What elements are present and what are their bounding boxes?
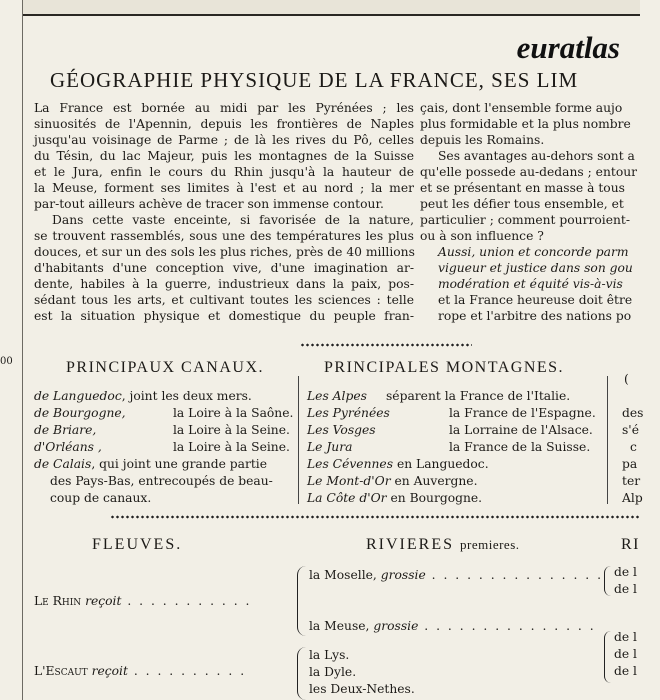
euratlas-logo: euratlas [516,30,620,65]
top-band [22,0,640,14]
intro-line: Ses avantages au-dehors sont a [438,149,635,163]
edge-fragment: Alp [622,491,643,505]
river-note: grossie [373,619,419,633]
intro-left-column [34,100,414,324]
leader-dots: . . . . . . . . . . . . . . . [425,568,603,582]
mountain-desc: en Languedoc. [396,457,489,471]
intro-line: Dans cette vaste enceinte, si favorisée de la nature, [52,213,414,227]
top-rule [22,14,640,16]
intro-line: particulier ; comment pourroient- [420,213,630,227]
intro-line: douces, et sur un des sols les plus riches, près de 40 millions [34,245,415,259]
mountain-desc: séparent la France de l'Italie. [386,389,571,403]
edge-fragment: ter [622,474,641,488]
intro-line: la Meuse, forment ses limites à l'est et au nord ; la mer [34,181,414,195]
ornamental-divider [110,515,640,519]
intro-line: sinuosités de l'Apennin, depuis les frontières de Naples [34,117,414,131]
canal-row [34,457,267,471]
intro-line: sédant tous les arts, et cultivant toutes les sciences : telle [34,293,414,307]
canal-desc: la Loire à la Seine. [173,423,290,437]
column-rule [298,376,299,504]
montagnes-heading: PRINCIPALES MONTAGNES. [324,359,565,376]
page-title: GÉOGRAPHIE PHYSIQUE DE LA FRANCE, SES LIM [50,68,579,92]
fleuve-verb: reçoit [91,664,128,678]
intro-line: Aussi, union et concorde parm [438,245,629,259]
mountain-row [307,474,478,488]
mountain-row [307,491,482,505]
intro-line: d'habitants d'une conception vive, d'une imagination ar- [34,261,414,275]
canal-row [34,389,252,403]
intro-line: ou à son influence ? [420,229,544,243]
brace-meuse [604,631,611,683]
edge-heading: RI [621,536,640,553]
intro-line: peut les défier tous ensemble, et [420,197,624,211]
intro-line: par-tout ailleurs achève de tracer son immense contour. [34,197,384,211]
rivieres-heading [366,536,520,554]
canal-desc: , qui joint une grande partie [91,457,267,471]
margin-marker: 00 [0,356,13,367]
intro-line: se trouvent rassemblés, sous une des températures les plus [34,229,414,243]
intro-line: plus formidable et la plus nombre [420,117,631,131]
edge-fragment: c [630,440,637,454]
canal-name: de Briare, [34,423,97,437]
mountain-desc: en Bourgogne. [390,491,483,505]
river-name: la Lys. [309,648,350,662]
mountain-name: Les Vosges [307,423,376,437]
edge-fragment: pa [622,457,638,471]
canal-name: d'Orléans , [34,440,102,454]
mountain-desc: la France de l'Espagne. [449,406,596,420]
mountain-name: Le Jura [307,440,353,454]
canal-name: de Bourgogne, [34,406,126,420]
mountain-name: Les Pyrénées [307,406,390,420]
ornamental-divider [300,343,472,347]
leader-dots: . . . . . . . . . . [127,664,247,678]
canal-name: de Calais [34,457,92,471]
intro-line: et se présentant en masse à tous [420,181,625,195]
river-name: les Deux-Nethes. [309,682,415,696]
river-row [309,568,603,582]
edge-fragment: de l [614,664,637,678]
canal-desc: la Loire à la Seine. [173,440,290,454]
edge-fragment: de l [614,630,637,644]
canal-desc: la Loire à la Saône. [173,406,294,420]
leader-dots: . . . . . . . . . . . . . . . [418,619,596,633]
mountain-desc: en Auvergne. [394,474,478,488]
intro-line: dente, habiles à la guerre, industrieux dans la paix, pos- [34,277,414,291]
canaux-heading: PRINCIPAUX CANAUX. [66,359,264,376]
mountain-desc: la Lorraine de l'Alsace. [449,423,593,437]
edge-fragment: ( [624,372,629,386]
intro-line: çais, dont l'ensemble forme aujo [420,101,623,115]
intro-line: est la situation physique et domestique du peuple fran- [34,309,414,323]
edge-fragment: de l [614,647,637,661]
mountain-row [307,457,489,471]
intro-line: et le Jura, enfin le cours du Rhin jusqu'à la hauteur de [34,165,414,179]
canal-desc: des Pays-Bas, entrecoupés de beau- [50,474,273,488]
edge-fragment: de l [614,582,637,596]
intro-line: vigueur et justice dans son gou [438,261,633,275]
intro-line: jusqu'au voisinage de Parme ; de là les rives du Pô, celles [34,133,414,147]
canal-name: de Languedoc [34,389,122,403]
rivieres-title: RIVIERES [366,536,454,553]
edge-fragment: s'é [622,423,639,437]
intro-right-column [420,100,660,324]
leader-dots: . . . . . . . . . . . [121,594,252,608]
fleuve-name: Le Rhin [34,594,82,608]
brace-moselle [604,566,611,596]
intro-line: qu'elle possede au-dedans ; entour [420,165,638,179]
column-rule [607,376,608,504]
canal-desc: , joint les deux mers. [121,389,252,403]
intro-line: La France est bornée au midi par les Pyrénées ; les [34,101,414,115]
rivieres-subtitle: premieres. [460,537,520,552]
intro-line: depuis les Romains. [420,133,545,147]
fleuve-name: L'Escaut [34,664,88,678]
canal-desc: coup de canaux. [50,491,152,505]
fleuve-escaut [34,664,246,678]
intro-line: et la France heureuse doit être [438,293,633,307]
river-name: la Meuse, [309,619,370,633]
river-note: grossie [380,568,426,582]
intro-line: modération et équité vis-à-vis [438,277,623,291]
brace-escaut [297,647,306,700]
brace-rhin [297,566,306,636]
fleuves-heading: FLEUVES. [92,536,183,553]
river-name: la Dyle. [309,665,357,679]
mountain-desc: la France de la Suisse. [449,440,591,454]
river-name: la Moselle, [309,568,377,582]
intro-line: rope et l'arbitre des nations po [438,309,632,323]
fleuve-rhin [34,594,251,608]
mountain-name: Les Alpes [307,389,367,403]
edge-fragment: de l [614,565,637,579]
left-margin-rule [22,0,23,700]
mountain-name: Le Mont-d'Or [307,474,391,488]
edge-fragment: des [622,406,644,420]
intro-line: du Tésin, du lac Majeur, puis les montagnes de la Suisse [34,149,414,163]
mountain-name: La Côte d'Or [307,491,387,505]
fleuve-verb: reçoit [85,594,122,608]
river-row [309,619,596,633]
mountain-name: Les Cévennes [307,457,394,471]
